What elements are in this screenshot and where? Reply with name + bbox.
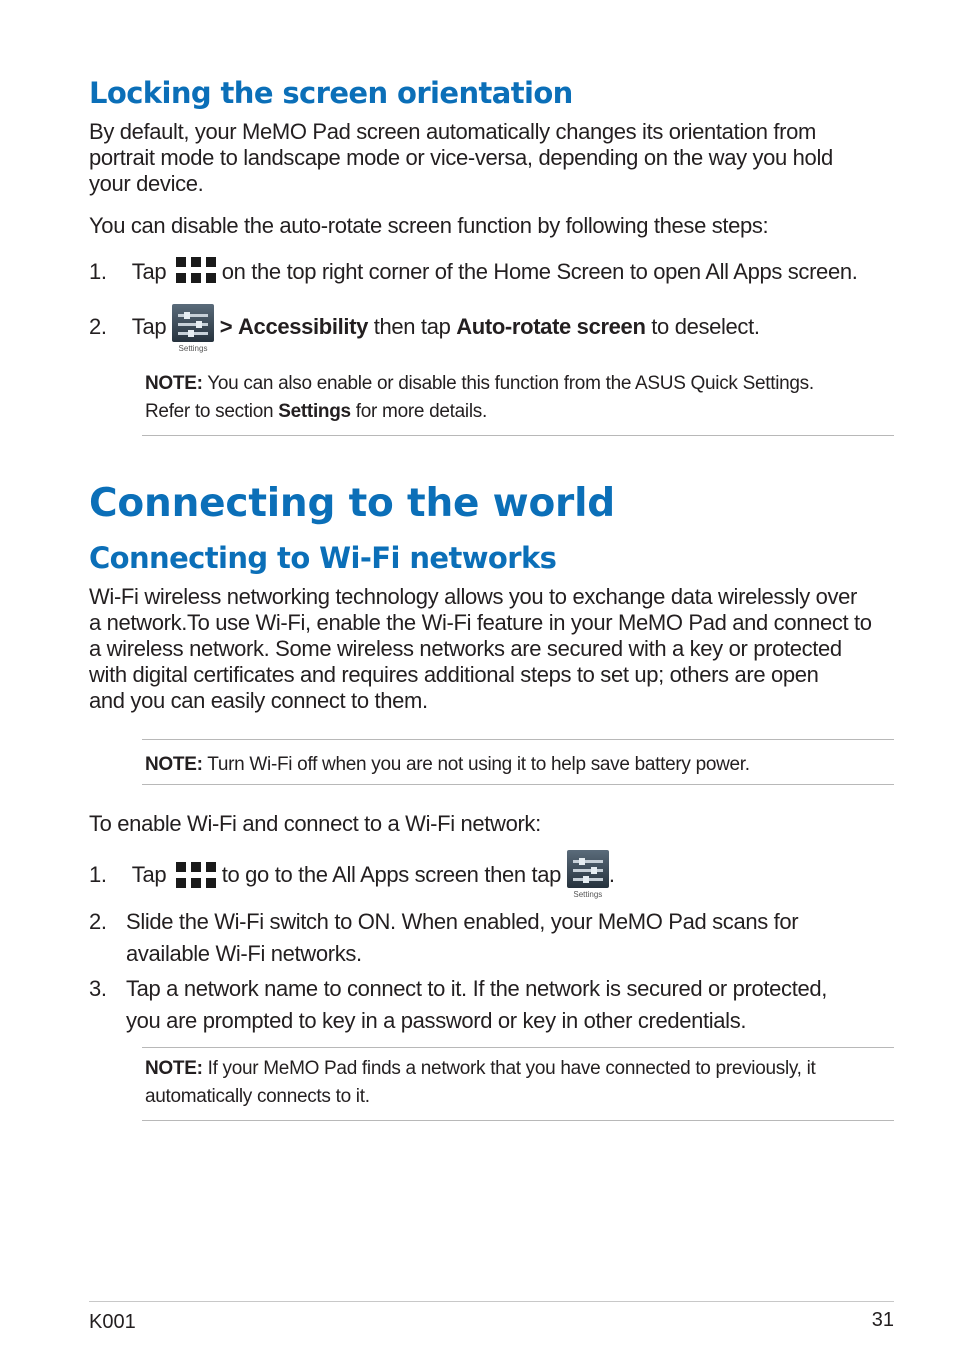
- step-line-1: Tap a network name to connect to it. If the network is secured or protected,: [126, 976, 828, 1001]
- paragraph-line: with digital certificates and requires additional steps to set up; others are open: [89, 662, 819, 687]
- note-quick-settings: [145, 370, 814, 426]
- note-battery: [145, 751, 750, 779]
- note-label: NOTE:: [145, 373, 203, 394]
- footer-model: K001: [89, 1311, 136, 1333]
- step-end: .: [608, 861, 615, 887]
- note-previous-network: [145, 1055, 816, 1111]
- wifi-paragraph: [89, 584, 872, 714]
- step-number: 2.: [89, 909, 107, 934]
- wifi-intro: To enable Wi-Fi and connect to a Wi-Fi network:: [89, 811, 541, 836]
- chapter-title: Connecting to the world: [89, 481, 615, 526]
- orientation-step-1: [89, 256, 857, 288]
- wifi-step-3: [89, 973, 828, 1033]
- step-number: 3.: [89, 976, 107, 1001]
- note-divider: [142, 739, 894, 740]
- step-end-text: to deselect.: [651, 313, 760, 339]
- all-apps-icon: [172, 255, 216, 285]
- paragraph-line: By default, your MeMO Pad screen automatically changes its orientation from: [89, 119, 816, 144]
- note-settings-bold: Settings: [278, 401, 351, 422]
- footer-divider: [89, 1301, 894, 1302]
- orientation-step-2: [89, 308, 760, 353]
- step-text: on the top right corner of the Home Screen to open All Apps screen.: [221, 259, 858, 284]
- step-tap-word: Tap: [131, 259, 167, 284]
- note-line-1: If your MeMO Pad finds a network that you have connected to previously, it: [207, 1058, 816, 1079]
- note-text: Turn Wi-Fi off when you are not using it to help save battery power.: [207, 754, 750, 775]
- section-heading-orientation: Locking the screen orientation: [89, 76, 573, 110]
- note-line-1: You can also enable or disable this function from the ASUS Quick Settings.: [207, 373, 814, 394]
- step-text: to go to the All Apps screen then tap: [221, 861, 562, 887]
- paragraph-line: your device.: [89, 171, 204, 196]
- note-label: NOTE:: [145, 754, 203, 775]
- all-apps-icon: [172, 860, 216, 890]
- step-number: 2.: [89, 313, 107, 339]
- paragraph-line: a wireless network. Some wireless networks are secured with a key or protected: [89, 636, 842, 661]
- settings-caption: Settings: [573, 890, 603, 899]
- note-line-2-post: for more details.: [355, 401, 487, 422]
- orientation-paragraph: [89, 119, 833, 197]
- paragraph-line: portrait mode to landscape mode or vice-versa, depending on the way you hold: [89, 145, 833, 170]
- note-divider: [142, 435, 894, 436]
- paragraph-line: Wi-Fi wireless networking technology allows you to exchange data wirelessly over: [89, 584, 858, 609]
- settings-icon: [172, 304, 214, 353]
- page-number: 31: [871, 1309, 894, 1331]
- step-number: 1.: [89, 861, 107, 887]
- note-divider: [142, 784, 894, 785]
- wifi-step-1: [89, 856, 615, 899]
- step-line-2: you are prompted to key in a password or key in other credentials.: [126, 1008, 747, 1033]
- settings-caption: Settings: [178, 344, 208, 353]
- disable-intro-paragraph: You can disable the auto-rotate screen function by following these steps:: [89, 213, 769, 238]
- step-line-2: available Wi-Fi networks.: [126, 941, 362, 966]
- note-line-2: automatically connects to it.: [145, 1086, 370, 1107]
- note-divider: [142, 1047, 894, 1048]
- wifi-step-2: [89, 906, 799, 966]
- step-tap-word: Tap: [131, 313, 167, 339]
- section-heading-wifi: Connecting to Wi-Fi networks: [89, 541, 557, 575]
- step-gt: >: [219, 313, 233, 339]
- auto-rotate-label: Auto-rotate screen: [456, 313, 646, 339]
- note-line-2-pre: Refer to section: [145, 401, 274, 422]
- paragraph-line: a network.To use Wi-Fi, enable the Wi-Fi feature in your MeMO Pad and connect to: [89, 610, 872, 635]
- accessibility-label: Accessibility: [238, 313, 368, 339]
- settings-icon: [567, 850, 609, 899]
- step-number: 1.: [89, 259, 107, 284]
- step-tap-word: Tap: [131, 861, 167, 887]
- note-label: NOTE:: [145, 1058, 203, 1079]
- step-mid-text: then tap: [373, 313, 451, 339]
- note-divider: [142, 1120, 894, 1121]
- step-line-1: Slide the Wi-Fi switch to ON. When enabled, your MeMO Pad scans for: [126, 909, 799, 934]
- paragraph-line: and you can easily connect to them.: [89, 688, 428, 713]
